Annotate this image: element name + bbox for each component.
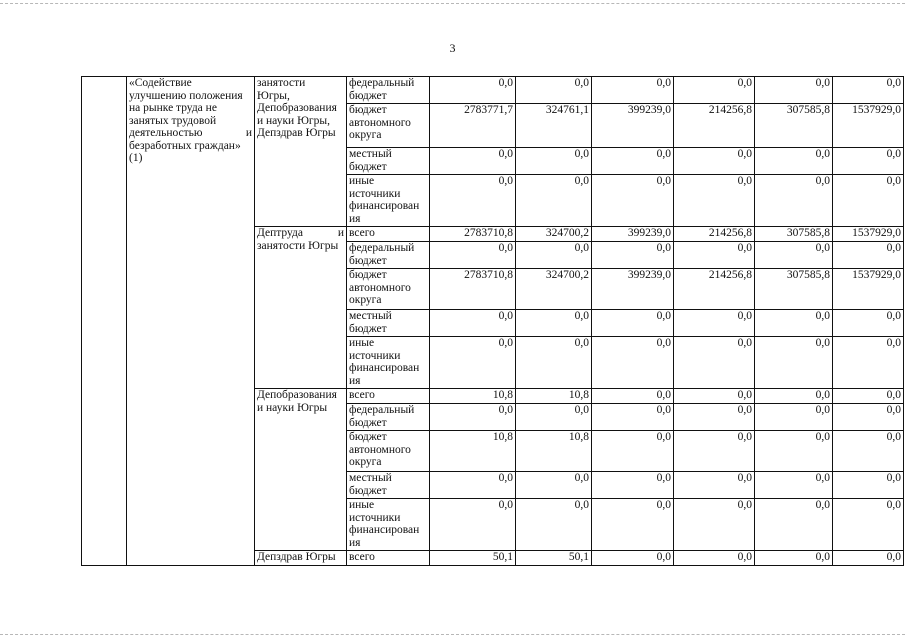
amount-cell: 0,0 <box>516 242 592 269</box>
amount-cell: 0,0 <box>833 431 904 472</box>
amount-cell: 0,0 <box>755 472 833 499</box>
amount-cell: 50,1 <box>430 551 516 566</box>
amount-cell: 2783710,8 <box>430 227 516 242</box>
task-name-line: на рынке труда не <box>129 102 217 114</box>
amount-cell: 0,0 <box>755 389 833 404</box>
funding-source-cell: федеральный бюджет <box>347 77 430 104</box>
amount-cell: 399239,0 <box>592 104 674 148</box>
executor-line: Югры, <box>257 89 290 102</box>
funding-source-cell: бюджет автономного округа <box>347 431 430 472</box>
amount-cell: 0,0 <box>516 148 592 175</box>
amount-cell: 2783771,7 <box>430 104 516 148</box>
amount-cell: 399239,0 <box>592 269 674 310</box>
amount-cell: 0,0 <box>516 175 592 227</box>
amount-cell: 50,1 <box>516 551 592 566</box>
amount-cell: 0,0 <box>833 551 904 566</box>
amount-cell: 0,0 <box>755 77 833 104</box>
amount-cell: 0,0 <box>755 551 833 566</box>
amount-cell: 0,0 <box>674 242 755 269</box>
executor-line: Депобразования <box>257 102 337 114</box>
funding-source-cell: бюджет автономного округа <box>347 104 430 148</box>
amount-cell: 10,8 <box>516 389 592 404</box>
funding-source-cell: иные источники финансирован ия <box>347 175 430 227</box>
amount-cell: 0,0 <box>833 337 904 389</box>
executor-line: занятости Югры <box>257 239 339 252</box>
task-name-line: улучшению положения <box>129 89 243 102</box>
amount-cell: 0,0 <box>430 472 516 499</box>
amount-cell: 0,0 <box>833 242 904 269</box>
funding-source-cell: местный бюджет <box>347 472 430 499</box>
amount-cell: 0,0 <box>833 77 904 104</box>
page-number: 3 <box>449 41 456 55</box>
amount-cell: 0,0 <box>430 148 516 175</box>
amount-cell: 1537929,0 <box>833 227 904 242</box>
table-row <box>82 77 904 104</box>
amount-cell: 0,0 <box>592 148 674 175</box>
amount-cell: 0,0 <box>674 389 755 404</box>
funding-source-cell: всего <box>347 389 430 404</box>
executor-line: Депздрав Югры <box>257 127 336 139</box>
amount-cell: 0,0 <box>592 389 674 404</box>
amount-cell: 0,0 <box>430 175 516 227</box>
task-name-line: безработных граждан» <box>129 139 241 152</box>
amount-cell: 0,0 <box>833 310 904 337</box>
amount-cell: 0,0 <box>592 77 674 104</box>
amount-cell: 0,0 <box>674 431 755 472</box>
amount-cell: 0,0 <box>592 242 674 269</box>
executor-cell <box>255 77 347 227</box>
amount-cell: 324700,2 <box>516 227 592 242</box>
amount-cell: 0,0 <box>592 175 674 227</box>
executor-line: и науки Югры, <box>257 114 330 127</box>
amount-cell: 0,0 <box>755 310 833 337</box>
amount-cell: 0,0 <box>430 499 516 551</box>
amount-cell: 214256,8 <box>674 227 755 242</box>
executor-line: Депобразования <box>257 389 337 401</box>
amount-cell: 0,0 <box>516 404 592 431</box>
amount-cell: 0,0 <box>674 551 755 566</box>
amount-cell: 10,8 <box>516 431 592 472</box>
funding-source-cell: бюджет автономного округа <box>347 269 430 310</box>
amount-cell: 307585,8 <box>755 104 833 148</box>
amount-cell: 0,0 <box>674 472 755 499</box>
amount-cell: 0,0 <box>592 404 674 431</box>
amount-cell: 0,0 <box>430 337 516 389</box>
task-name-line: деятельностью и <box>129 127 252 139</box>
amount-cell: 0,0 <box>430 404 516 431</box>
amount-cell: 214256,8 <box>674 269 755 310</box>
amount-cell: 0,0 <box>755 148 833 175</box>
amount-cell: 1537929,0 <box>833 269 904 310</box>
task-name-line: занятых трудовой <box>129 114 217 127</box>
executor-line: и науки Югры <box>257 401 328 414</box>
amount-cell: 324761,1 <box>516 104 592 148</box>
amount-cell: 0,0 <box>755 337 833 389</box>
executor-line: занятости <box>257 77 306 89</box>
amount-cell: 0,0 <box>833 499 904 551</box>
table-body <box>82 77 904 566</box>
amount-cell: 0,0 <box>592 499 674 551</box>
amount-cell: 1537929,0 <box>833 104 904 148</box>
scan-edge-top <box>0 3 905 4</box>
amount-cell: 0,0 <box>833 404 904 431</box>
funding-source-cell: всего <box>347 227 430 242</box>
amount-cell: 0,0 <box>755 499 833 551</box>
amount-cell: 10,8 <box>430 389 516 404</box>
amount-cell: 10,8 <box>430 431 516 472</box>
task-name-cell <box>127 77 255 566</box>
amount-cell: 0,0 <box>833 175 904 227</box>
amount-cell: 324700,2 <box>516 269 592 310</box>
amount-cell: 0,0 <box>674 77 755 104</box>
amount-cell: 0,0 <box>755 242 833 269</box>
amount-cell: 0,0 <box>755 431 833 472</box>
amount-cell: 0,0 <box>430 242 516 269</box>
empty-number-cell <box>82 77 127 566</box>
funding-source-cell: федеральный бюджет <box>347 242 430 269</box>
budget-table <box>81 76 904 566</box>
funding-source-cell: всего <box>347 551 430 566</box>
funding-source-cell: иные источники финансирован ия <box>347 337 430 389</box>
amount-cell: 0,0 <box>674 310 755 337</box>
task-name-line: «Содействие <box>129 77 192 89</box>
amount-cell: 0,0 <box>592 431 674 472</box>
amount-cell: 0,0 <box>674 337 755 389</box>
amount-cell: 0,0 <box>592 310 674 337</box>
amount-cell: 0,0 <box>592 472 674 499</box>
amount-cell: 399239,0 <box>592 227 674 242</box>
funding-source-cell: местный бюджет <box>347 148 430 175</box>
executor-cell <box>255 551 347 566</box>
amount-cell: 307585,8 <box>755 269 833 310</box>
funding-source-cell: федеральный бюджет <box>347 404 430 431</box>
funding-source-cell: иные источники финансирован ия <box>347 499 430 551</box>
amount-cell: 0,0 <box>592 551 674 566</box>
executor-cell <box>255 389 347 551</box>
scan-edge-bottom <box>0 634 905 635</box>
task-name-line: (1) <box>129 152 143 164</box>
executor-line: Депздрав Югры <box>257 551 336 563</box>
amount-cell: 214256,8 <box>674 104 755 148</box>
amount-cell: 0,0 <box>674 148 755 175</box>
amount-cell: 0,0 <box>430 310 516 337</box>
amount-cell: 0,0 <box>674 175 755 227</box>
funding-source-cell: местный бюджет <box>347 310 430 337</box>
amount-cell: 0,0 <box>516 77 592 104</box>
amount-cell: 0,0 <box>755 404 833 431</box>
amount-cell: 0,0 <box>833 472 904 499</box>
amount-cell: 0,0 <box>674 499 755 551</box>
amount-cell: 2783710,8 <box>430 269 516 310</box>
amount-cell: 0,0 <box>592 337 674 389</box>
amount-cell: 0,0 <box>674 404 755 431</box>
executor-line: Дептруда и <box>257 227 344 239</box>
amount-cell: 0,0 <box>833 148 904 175</box>
amount-cell: 0,0 <box>516 499 592 551</box>
executor-cell <box>255 227 347 389</box>
amount-cell: 0,0 <box>833 389 904 404</box>
amount-cell: 307585,8 <box>755 227 833 242</box>
amount-cell: 0,0 <box>516 337 592 389</box>
amount-cell: 0,0 <box>516 310 592 337</box>
amount-cell: 0,0 <box>430 77 516 104</box>
amount-cell: 0,0 <box>755 175 833 227</box>
amount-cell: 0,0 <box>516 472 592 499</box>
